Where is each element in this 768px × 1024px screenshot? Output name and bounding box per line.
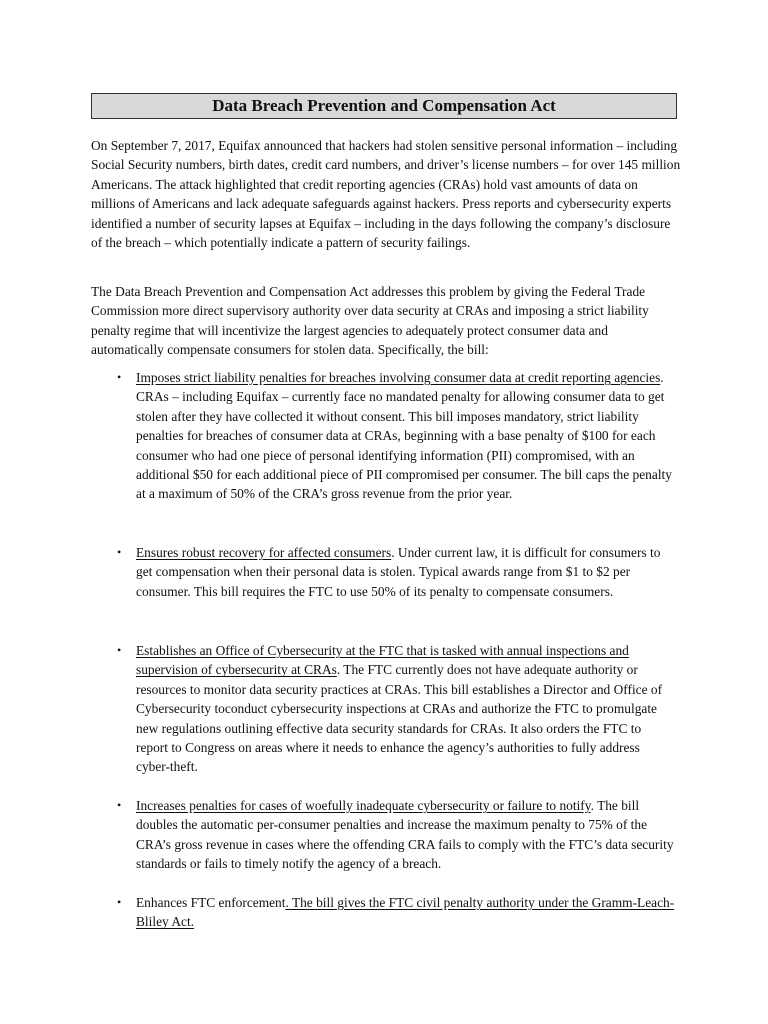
list-item <box>117 893 679 932</box>
list-item <box>117 368 679 504</box>
list-item-body: . CRAs – including Equifax – currently face no mandated penalty for allowing consumer data to get stolen after they have collected it without consent. This bill imposes mandatory, strict liability penalties for breaches of consumer data at CRAs, beginning with a base penalty of $100 for each consumer who had one piece of personal identifying information (PII) compromised, with an additional $50 for each additional piece of PII compromised per consumer. The bill caps the penalty at a maximum of 50% of the CRA’s gross revenue from the prior year. <box>136 370 672 502</box>
bullet-icon: • <box>117 545 122 559</box>
list-item-body: . Under current law, it is difficult for consumers to get compensation when their personal data is stolen. Typical awards range from $1 to $2 per consumer. This bill requires the FTC to use 50% of its penalty to compensate consumers. <box>136 545 661 599</box>
intro-paragraph: On September 7, 2017, Equifax announced that hackers had stolen sensitive personal information – including Social Security numbers, birth dates, credit card numbers, and driver’s license numbers – for over 145 million Americans. The attack highlighted that credit reporting agencies (CRAs) hold vast amounts of data on millions of Americans and lack adequate safeguards against hackers. Press reports and cybersecurity experts identified a number of security lapses at Equifax – including in the days following the company’s disclosure of the breach – which potentially indicate a pattern of security failings. <box>91 138 681 251</box>
bullet-icon: • <box>117 798 122 812</box>
list-item-text <box>136 641 676 777</box>
list-item-body: . The FTC currently does not have adequate authority or resources to monitor data security practices at CRAs. This bill establishes a Director and Office of Cybersecurity toconduct cybersecurity inspections at CRAs and authorize the FTC to promulgate new regulations outlining effective data security standards for CRAs. It also orders the FTC to report to Congress on areas where it needs to enhance the agency’s authorities to fully address cyber-theft. <box>136 662 663 775</box>
list-item-text <box>136 368 676 504</box>
bullet-icon: • <box>117 643 122 657</box>
list-item-text <box>136 543 676 601</box>
list-item-heading: Imposes strict liability penalties for breaches involving consumer data at credit reporting agencies <box>136 370 661 385</box>
list-item-heading: Increases penalties for cases of woefully inadequate cybersecurity or failure to notify <box>136 798 591 813</box>
summary-paragraph: The Data Breach Prevention and Compensation Act addresses this problem by giving the Federal Trade Commission more direct supervisory authority over data security at CRAs and imposing a strict liability penalty regime that will incentivize the largest agencies to adequately protect consumer data and automatically compensate consumers for stolen data. Specifically, the bill: <box>91 284 649 358</box>
list-item-lead: Enhances FTC enforcement <box>136 895 286 910</box>
list-item <box>117 641 679 777</box>
list-item-body: . The bill doubles the automatic per-consumer penalties and increase the maximum penalty to 75% of the CRA’s gross revenue in cases where the offending CRA fails to comply with the FTC’s data security standards or fails to timely notify the agency of a breach. <box>136 798 674 872</box>
list-item-text <box>136 796 676 874</box>
list-item <box>117 543 679 601</box>
list-item-underlined-tail: . The bill gives the FTC civil penalty authority under the Gramm-Leach-Bliley Act. <box>136 895 675 930</box>
document-title: Data Breach Prevention and Compensation Act <box>212 96 556 115</box>
list-item-heading: Ensures robust recovery for affected consumers <box>136 545 392 560</box>
list-item-text <box>136 893 676 932</box>
list-item <box>117 796 679 874</box>
title-box <box>91 93 677 119</box>
bullet-icon: • <box>117 895 122 909</box>
list-item-heading: Establishes an Office of Cybersecurity at the FTC that is tasked with annual inspections and supervision of cybersecurity at CRAs <box>136 643 629 678</box>
bullet-icon: • <box>117 370 122 384</box>
